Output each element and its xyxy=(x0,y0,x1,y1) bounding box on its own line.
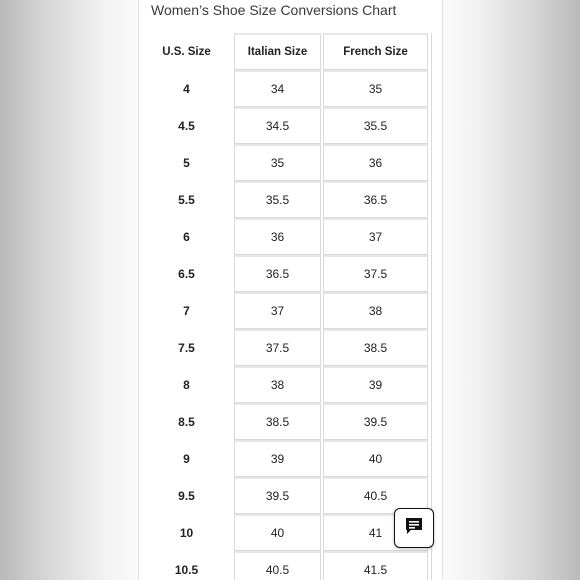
cell-french-size: 36 xyxy=(323,144,428,181)
cell-french-size: 39 xyxy=(323,366,428,403)
cell-french-size: 38.5 xyxy=(323,329,428,366)
table-row xyxy=(139,70,442,107)
cell-us-size: 8 xyxy=(183,377,190,392)
cell-italian-size: 38 xyxy=(234,366,321,403)
column-edge xyxy=(431,33,435,70)
header-italian-size: Italian Size xyxy=(234,33,321,70)
cell-us-size: 4 xyxy=(183,81,190,96)
table-row xyxy=(139,403,442,440)
column-edge xyxy=(431,292,435,329)
column-edge xyxy=(431,440,435,477)
conversion-panel xyxy=(138,0,443,580)
cell-french-size: 40.5 xyxy=(323,477,428,514)
cell-italian-size: 37 xyxy=(234,292,321,329)
column-edge xyxy=(431,181,435,218)
cell-french-size: 41.5 xyxy=(323,551,428,580)
cell-italian-size: 37.5 xyxy=(234,329,321,366)
cell-french-size: 37.5 xyxy=(323,255,428,292)
cell-us-size: 10.5 xyxy=(174,562,199,577)
header-us-size: U.S. Size xyxy=(162,45,211,58)
cell-italian-size: 35 xyxy=(234,144,321,181)
cell-italian-size: 39.5 xyxy=(234,477,321,514)
chat-bubble-icon xyxy=(404,516,424,541)
cell-us-size: 9.5 xyxy=(178,488,195,503)
size-table xyxy=(139,33,442,580)
cell-italian-size: 39 xyxy=(234,440,321,477)
table-row xyxy=(139,329,442,366)
cell-italian-size: 34.5 xyxy=(234,107,321,144)
cell-french-size: 35 xyxy=(323,70,428,107)
cell-us-size: 7.5 xyxy=(178,340,195,355)
cell-italian-size: 40 xyxy=(234,514,321,551)
column-edge xyxy=(431,329,435,366)
table-row xyxy=(139,255,442,292)
cell-french-size: 37 xyxy=(323,218,428,255)
cell-italian-size: 38.5 xyxy=(234,403,321,440)
cell-us-size: 5.5 xyxy=(178,192,195,207)
cell-french-size: 38 xyxy=(323,292,428,329)
chat-button[interactable] xyxy=(394,508,434,548)
column-edge xyxy=(431,366,435,403)
column-edge xyxy=(431,144,435,181)
cell-italian-size: 40.5 xyxy=(234,551,321,580)
cell-french-size: 41 xyxy=(323,514,428,551)
table-row xyxy=(139,107,442,144)
column-edge xyxy=(431,218,435,255)
cell-us-size: 4.5 xyxy=(178,118,195,133)
header-french-size: French Size xyxy=(323,33,428,70)
cell-us-size: 5 xyxy=(183,155,190,170)
cell-us-size: 10 xyxy=(179,525,194,540)
cell-us-size: 6.5 xyxy=(178,266,195,281)
cell-us-size: 6 xyxy=(183,229,190,244)
table-row xyxy=(139,181,442,218)
table-row xyxy=(139,440,442,477)
page-title: Women’s Shoe Size Conversions Chart xyxy=(151,2,397,18)
column-edge xyxy=(431,70,435,107)
cell-italian-size: 36 xyxy=(234,218,321,255)
cell-italian-size: 36.5 xyxy=(234,255,321,292)
cell-french-size: 39.5 xyxy=(323,403,428,440)
cell-italian-size: 34 xyxy=(234,70,321,107)
table-row xyxy=(139,551,442,580)
column-edge xyxy=(431,403,435,440)
cell-us-size: 8.5 xyxy=(178,414,195,429)
column-edge xyxy=(431,107,435,144)
column-edge xyxy=(431,255,435,292)
table-row xyxy=(139,366,442,403)
cell-french-size: 35.5 xyxy=(323,107,428,144)
table-row xyxy=(139,144,442,181)
table-row xyxy=(139,292,442,329)
table-row xyxy=(139,218,442,255)
cell-us-size: 7 xyxy=(183,303,190,318)
cell-us-size: 9 xyxy=(183,451,190,466)
table-body xyxy=(139,70,442,580)
cell-italian-size: 35.5 xyxy=(234,181,321,218)
cell-french-size: 36.5 xyxy=(323,181,428,218)
column-edge xyxy=(431,551,435,580)
table-header-row xyxy=(139,33,442,70)
cell-french-size: 40 xyxy=(323,440,428,477)
